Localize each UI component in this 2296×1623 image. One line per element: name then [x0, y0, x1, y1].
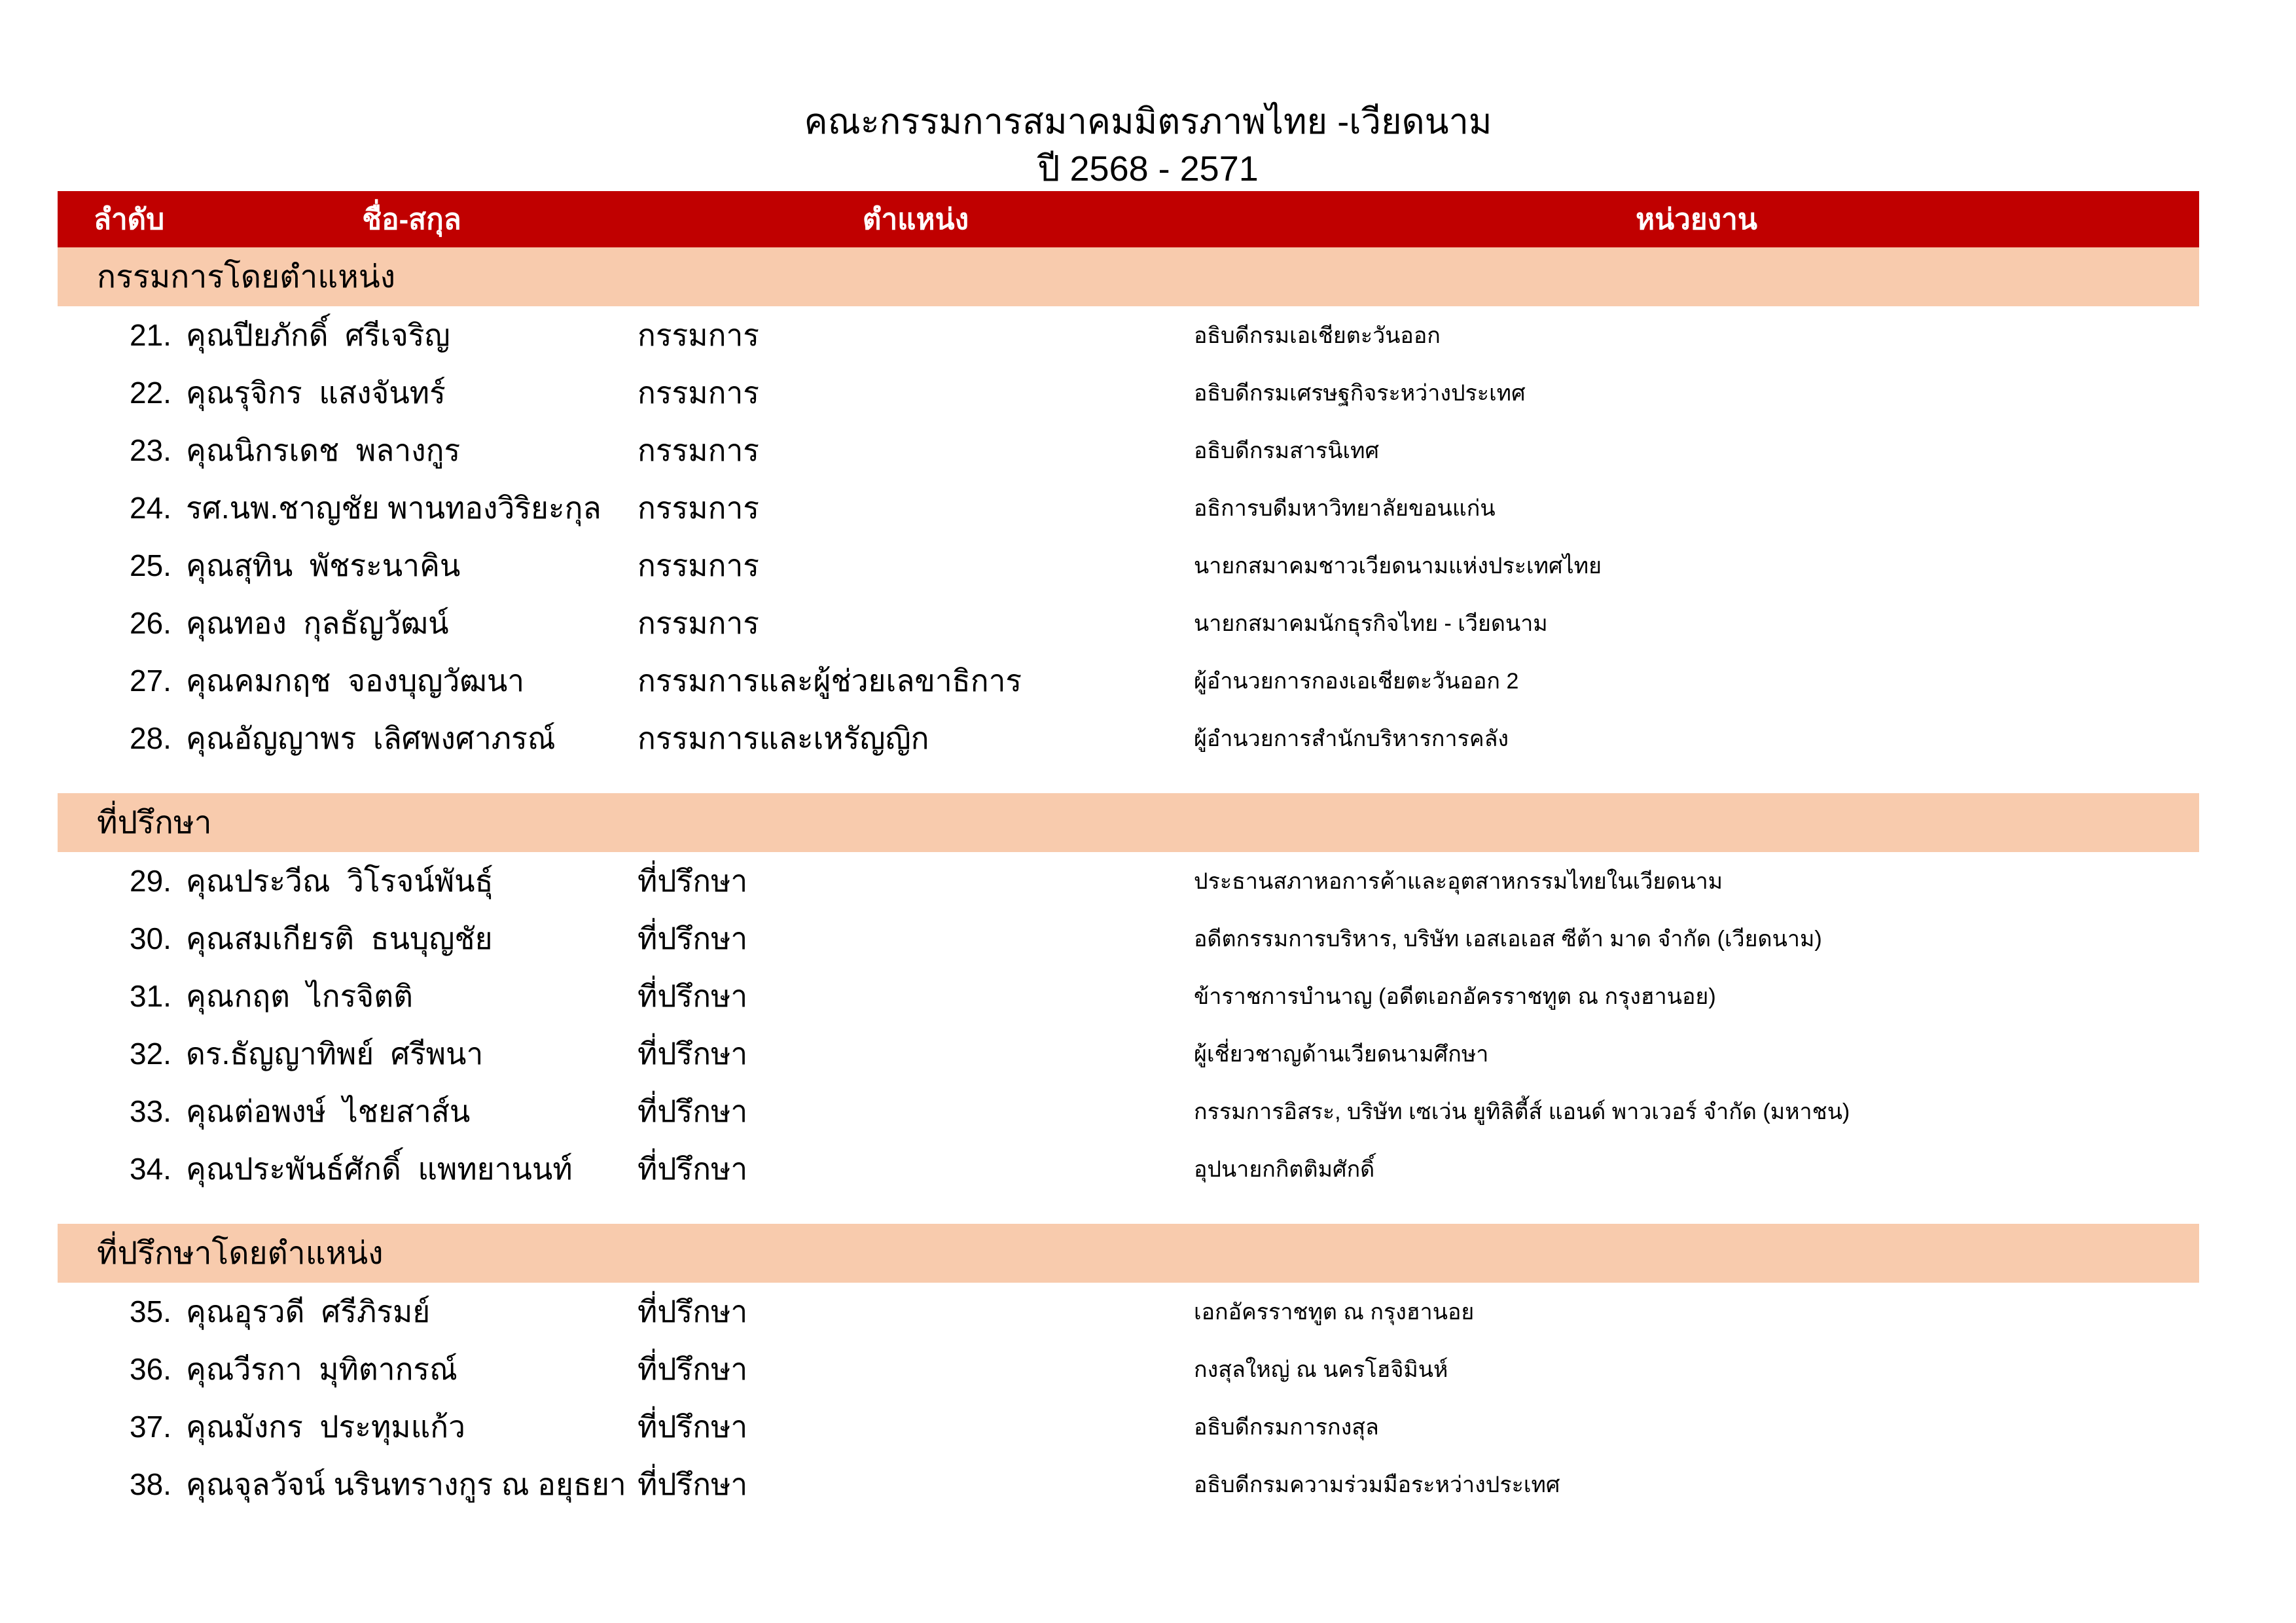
- row-position: ที่ปรึกษา: [637, 863, 748, 898]
- row-organization: อธิบดีกรมเศรษฐกิจระหว่างประเทศ: [1194, 381, 1526, 406]
- column-header-order: ลำดับ: [94, 204, 165, 236]
- table-row: [58, 306, 2199, 364]
- row-organization: นายกสมาคมชาวเวียดนามแห่งประเทศไทย: [1194, 554, 1602, 579]
- row-name: คุณสุทิน พัชระนาคิน: [186, 548, 461, 582]
- row-position: ที่ปรึกษา: [637, 1409, 748, 1444]
- row-number: 38.: [130, 1467, 171, 1501]
- row-organization: นายกสมาคมนักธุรกิจไทย - เวียดนาม: [1194, 611, 1548, 636]
- row-number: 24.: [130, 491, 171, 525]
- row-position: ที่ปรึกษา: [637, 921, 748, 955]
- row-organization: อธิบดีกรมสารนิเทศ: [1194, 438, 1380, 463]
- table-row: [58, 1140, 2199, 1198]
- row-position: กรรมการและผู้ช่วยเลขาธิการ: [637, 663, 1022, 698]
- section-header-ex-officio-advisors: [58, 1224, 2199, 1283]
- row-name: คุณวีรกา มุทิตากรณ์: [186, 1351, 457, 1386]
- table-row: [58, 709, 2199, 767]
- row-position: กรรมการ: [637, 433, 759, 467]
- row-organization: อธิบดีกรมการกงสุล: [1194, 1415, 1379, 1440]
- row-name: รศ.นพ.ชาญชัย พานทองวิริยะกุล: [186, 490, 601, 525]
- row-organization: อุปนายกกิตติมศักดิ์: [1194, 1157, 1375, 1182]
- row-number: 22.: [130, 376, 171, 410]
- table-row: [58, 1283, 2199, 1340]
- row-position: กรรมการ: [637, 548, 759, 582]
- row-position: กรรมการ: [637, 605, 759, 640]
- row-name: คุณกฤต ไกรจิตติ: [186, 978, 413, 1013]
- row-name: คุณทอง กุลธัญวัฒน์: [186, 605, 449, 640]
- section-header-advisors: [58, 793, 2199, 852]
- row-number: 34.: [130, 1152, 171, 1186]
- row-position: ที่ปรึกษา: [637, 1467, 748, 1501]
- row-organization: อดีตกรรมการบริหาร, บริษัท เอสเอเอส ซีต้า มาด จำกัด (เวียดนาม): [1194, 927, 1822, 952]
- row-organization: ผู้อำนวยการกองเอเชียตะวันออก 2: [1194, 669, 1519, 694]
- column-header-position: ตำแหน่ง: [862, 204, 969, 236]
- table-row: [58, 1082, 2199, 1140]
- row-number: 32.: [130, 1037, 171, 1071]
- row-number: 36.: [130, 1352, 171, 1386]
- row-number: 30.: [130, 921, 171, 955]
- row-name: คุณคมกฤช จองบุญวัฒนา: [186, 663, 525, 698]
- row-position: ที่ปรึกษา: [637, 1351, 748, 1386]
- row-number: 28.: [130, 721, 171, 755]
- table-header-row: [58, 191, 2199, 247]
- table-row: [58, 652, 2199, 709]
- row-number: 35.: [130, 1294, 171, 1329]
- row-number: 25.: [130, 548, 171, 582]
- row-number: 27.: [130, 664, 171, 698]
- row-organization: อธิบดีกรมความร่วมมือระหว่างประเทศ: [1194, 1472, 1560, 1497]
- row-name: คุณนิกรเดช พลางกูร: [186, 433, 461, 467]
- section-label: กรรมการโดยตำแหน่ง: [97, 260, 396, 294]
- page-title: คณะกรรมการสมาคมมิตรภาพไทย -เวียดนาม: [804, 102, 1492, 141]
- row-name: คุณอัญญาพร เลิศพงศาภรณ์: [186, 721, 556, 755]
- row-name: คุณประวีณ วิโรจน์พันธุ์: [186, 863, 493, 898]
- row-name: ดร.ธัญญาทิพย์ ศรีพนา: [186, 1036, 484, 1071]
- row-organization: กรรมการอิสระ, บริษัท เซเว่น ยูทิลิตี้ส์ แอนด์ พาวเวอร์ จำกัด (มหาชน): [1194, 1099, 1850, 1124]
- row-number: 21.: [130, 318, 171, 352]
- row-position: กรรมการ: [637, 317, 759, 352]
- section-label: ที่ปรึกษา: [97, 806, 212, 840]
- row-organization: ข้าราชการบำนาญ (อดีตเอกอัครราชทูต ณ กรุงฮานอย): [1194, 984, 1716, 1009]
- row-name: คุณต่อพงษ์ ไชยสาส์น: [186, 1094, 471, 1128]
- table-row: [58, 594, 2199, 652]
- row-position: กรรมการ: [637, 490, 759, 525]
- table-row: [58, 967, 2199, 1025]
- row-organization: อธิบดีกรมเอเชียตะวันออก: [1194, 323, 1441, 348]
- section-label: ที่ปรึกษาโดยตำแหน่ง: [97, 1236, 384, 1271]
- column-header-organization: หน่วยงาน: [1636, 204, 1757, 236]
- row-position: ที่ปรึกษา: [637, 1294, 748, 1329]
- row-name: คุณรุจิกร แสงจันทร์: [186, 375, 446, 410]
- row-number: 31.: [130, 979, 171, 1013]
- row-organization: ประธานสภาหอการค้าและอุตสาหกรรมไทยในเวียดนาม: [1194, 869, 1723, 894]
- row-position: ที่ปรึกษา: [637, 1094, 748, 1128]
- row-number: 37.: [130, 1410, 171, 1444]
- row-organization: ผู้อำนวยการสำนักบริหารการคลัง: [1194, 726, 1509, 751]
- table-row: [58, 1340, 2199, 1398]
- table-row: [58, 421, 2199, 479]
- row-name: คุณจุลวัจน์ นรินทรางกูร ณ อยุธยา: [186, 1467, 626, 1501]
- table-row: [58, 1025, 2199, 1082]
- row-number: 33.: [130, 1094, 171, 1128]
- table-row: [58, 479, 2199, 537]
- section-gap: [58, 1198, 2199, 1224]
- table-row: [58, 910, 2199, 967]
- section-header-ex-officio-committee: [58, 247, 2199, 306]
- row-name: คุณสมเกียรติ ธนบุญชัย: [186, 921, 493, 955]
- table-row: [58, 537, 2199, 594]
- title-block: [0, 98, 2296, 192]
- row-name: คุณปียภักดิ์ ศรีเจริญ: [186, 317, 450, 352]
- table-row: [58, 364, 2199, 421]
- row-organization: กงสุลใหญ่ ณ นครโฮจิมินห์: [1194, 1357, 1448, 1382]
- row-position: ที่ปรึกษา: [637, 978, 748, 1013]
- row-number: 23.: [130, 433, 171, 467]
- row-position: ที่ปรึกษา: [637, 1036, 748, 1071]
- committee-table: [58, 191, 2199, 1513]
- row-position: ที่ปรึกษา: [637, 1151, 748, 1186]
- row-organization: อธิการบดีมหาวิทยาลัยขอนแก่น: [1194, 496, 1496, 521]
- row-organization: ผู้เชี่ยวชาญด้านเวียดนามศึกษา: [1194, 1042, 1489, 1067]
- table-row: [58, 1398, 2199, 1455]
- table-row: [58, 852, 2199, 910]
- row-number: 29.: [130, 864, 171, 898]
- row-position: กรรมการและเหรัญญิก: [637, 721, 929, 755]
- row-number: 26.: [130, 606, 171, 640]
- row-name: คุณประพันธ์ศักดิ์ แพทยานนท์: [186, 1151, 573, 1186]
- row-name: คุณอุรวดี ศรีภิรมย์: [186, 1294, 431, 1329]
- page-subtitle: ปี 2568 - 2571: [1037, 149, 1259, 188]
- row-name: คุณมังกร ประทุมแก้ว: [186, 1409, 465, 1444]
- column-header-name: ชื่อ-สกุล: [362, 204, 461, 236]
- row-position: กรรมการ: [637, 375, 759, 410]
- section-gap: [58, 767, 2199, 793]
- table-row: [58, 1455, 2199, 1513]
- row-organization: เอกอัครราชทูต ณ กรุงฮานอย: [1194, 1300, 1475, 1325]
